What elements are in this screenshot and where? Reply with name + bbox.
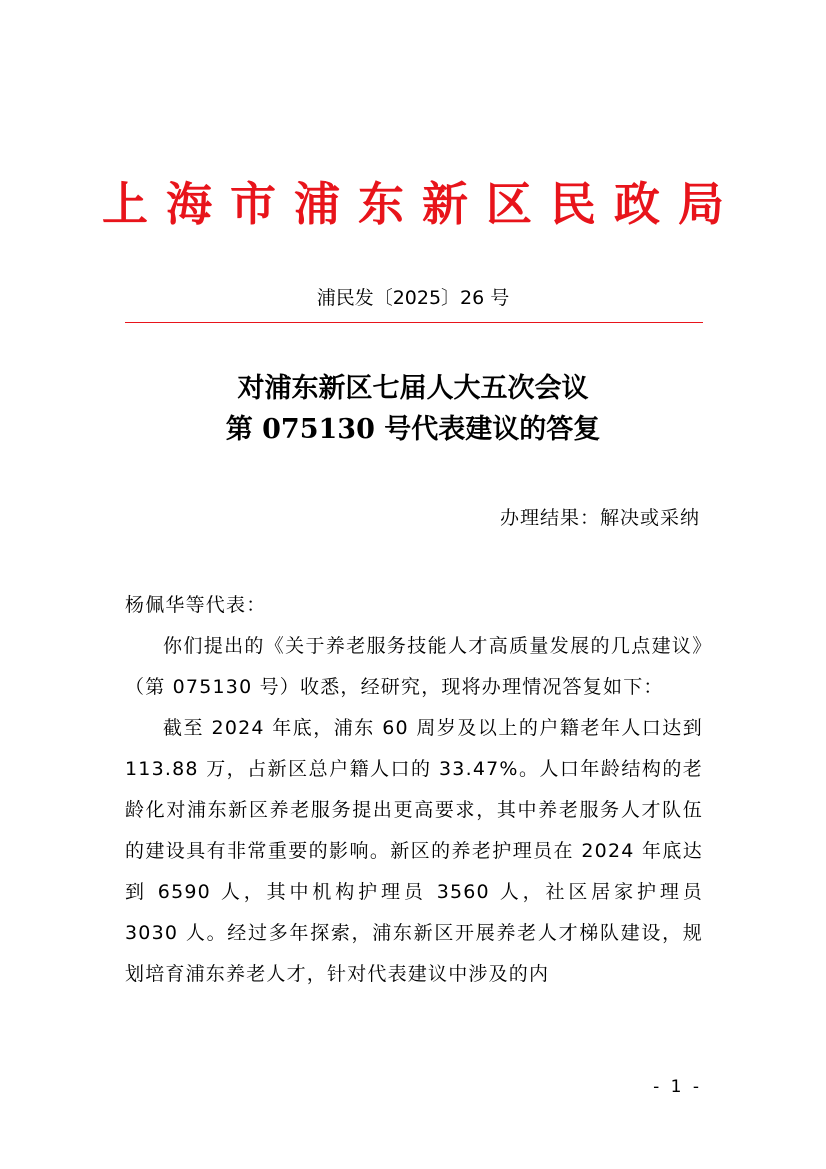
body-paragraph-1: 你们提出的《关于养老服务技能人才高质量发展的几点建议》（第 075130 号）收悉，经研究，现将办理情况答复如下： (125, 635, 703, 698)
page-number: - 1 - (653, 1077, 702, 1097)
red-divider-line (125, 322, 703, 323)
issuing-organization-title: 上海市浦东新区民政局 (102, 177, 742, 231)
handling-result: 办理结果：解决或采纳 (499, 507, 700, 529)
body-paragraph-2: 截至 2024 年底，浦东 60 周岁及以上的户籍老年人口达到 113.88 万，占新区总户籍人口的 33.47%。人口年龄结构的老龄化对浦东新区养老服务提出更高要求，其中养老服务人才队伍的建设具有非常重要的影响。新区的养老护理员在 2024 年底达到 6590 人，其中机构护理员 3560 人，社区居家护理员 3030 人。经过多年探索，浦东新区开展养老人才梯队建设，规划培育浦东养老人才，针对代表建议中涉及的内 (125, 717, 703, 985)
salutation: 杨佩华等代表： (125, 594, 267, 616)
document-title-line-2: 第 075130 号代表建议的答复 (225, 414, 601, 445)
document-title (0, 368, 826, 450)
document-body (125, 585, 703, 995)
document-number: 浦民发〔2025〕26 号 (316, 287, 510, 309)
document-title-line-1: 对浦东新区七届人大五次会议 (237, 373, 589, 404)
